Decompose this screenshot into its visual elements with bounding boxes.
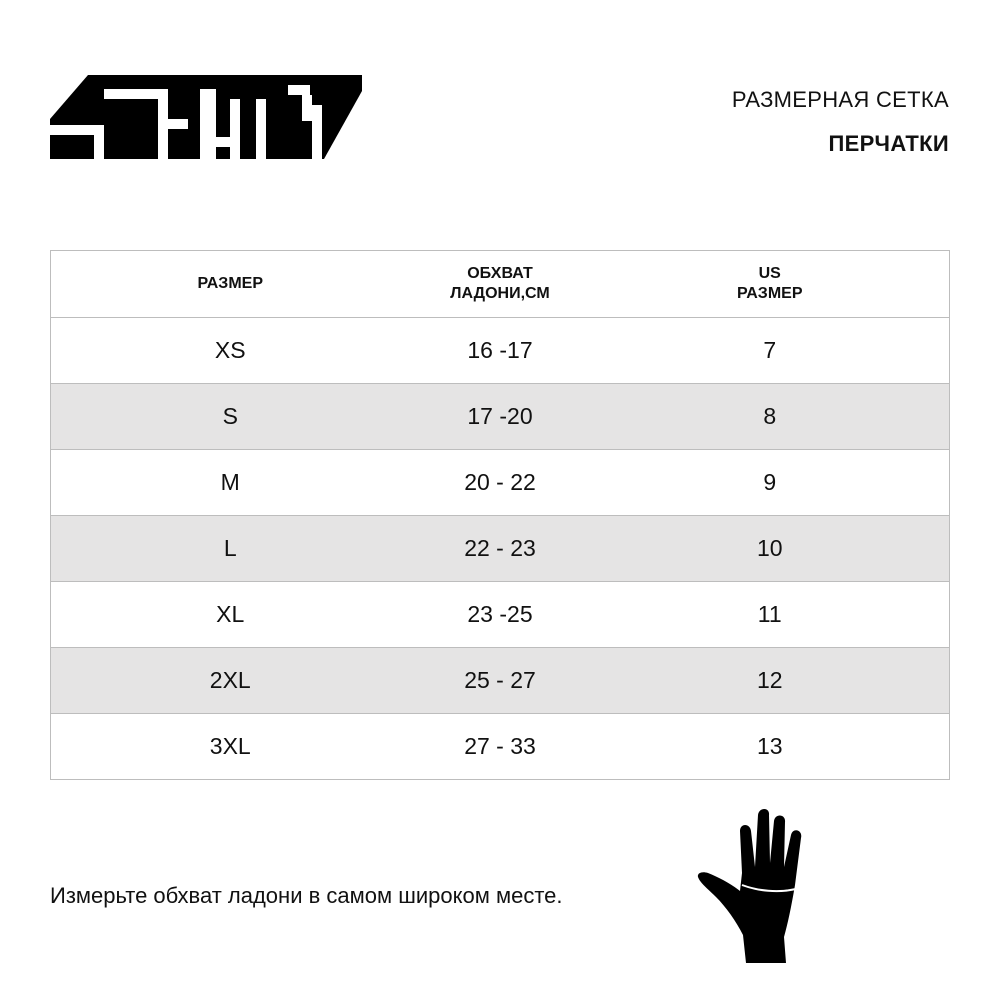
measurement-note: Измерьте обхват ладони в самом широком месте.: [50, 883, 563, 908]
cell-palm: 27 - 33: [464, 733, 536, 759]
cell-us: 8: [763, 403, 777, 429]
header-palm-circumference: ОБХВАТ ЛАДОНИ,СМ: [410, 251, 591, 318]
cell-us: 10: [756, 535, 783, 561]
size-table: [50, 250, 950, 780]
cell-palm: 20 - 22: [464, 469, 536, 495]
table-row: [51, 516, 950, 582]
cell-us: 12: [756, 667, 783, 693]
cell-us: 13: [756, 733, 783, 759]
header-right: [732, 86, 949, 158]
cell-size: XS: [214, 337, 246, 363]
cell-palm: 23 -25: [467, 601, 533, 627]
table-row: [51, 384, 950, 450]
cell-size: XL: [216, 601, 245, 627]
cell-us: 9: [763, 469, 777, 495]
table-row: [51, 582, 950, 648]
page-subtitle: ПЕРЧАТКИ: [828, 131, 949, 156]
table-row: [51, 648, 950, 714]
cell-palm: 25 - 27: [464, 667, 536, 693]
cell-us: 11: [757, 601, 782, 627]
cell-palm: 17 -20: [467, 403, 533, 429]
hand-measure-icon: [696, 803, 814, 965]
cell-us: 7: [763, 337, 777, 363]
cell-size: M: [220, 469, 240, 495]
table-row: [51, 714, 950, 780]
brand-logo-509: [50, 75, 362, 159]
page-title: РАЗМЕРНАЯ СЕТКА: [731, 87, 949, 112]
cell-size: 3XL: [209, 733, 251, 759]
cell-size: L: [223, 535, 237, 561]
cell-palm: 22 - 23: [464, 535, 536, 561]
table-row: [51, 318, 950, 384]
cell-palm: 16 -17: [467, 337, 533, 363]
table-header-row: [51, 251, 950, 318]
table-row: [51, 450, 950, 516]
header-us-size: US РАЗМЕР: [591, 251, 950, 318]
cell-size: 2XL: [209, 667, 251, 693]
cell-size: S: [222, 403, 238, 429]
header-size: РАЗМЕР: [51, 251, 410, 318]
